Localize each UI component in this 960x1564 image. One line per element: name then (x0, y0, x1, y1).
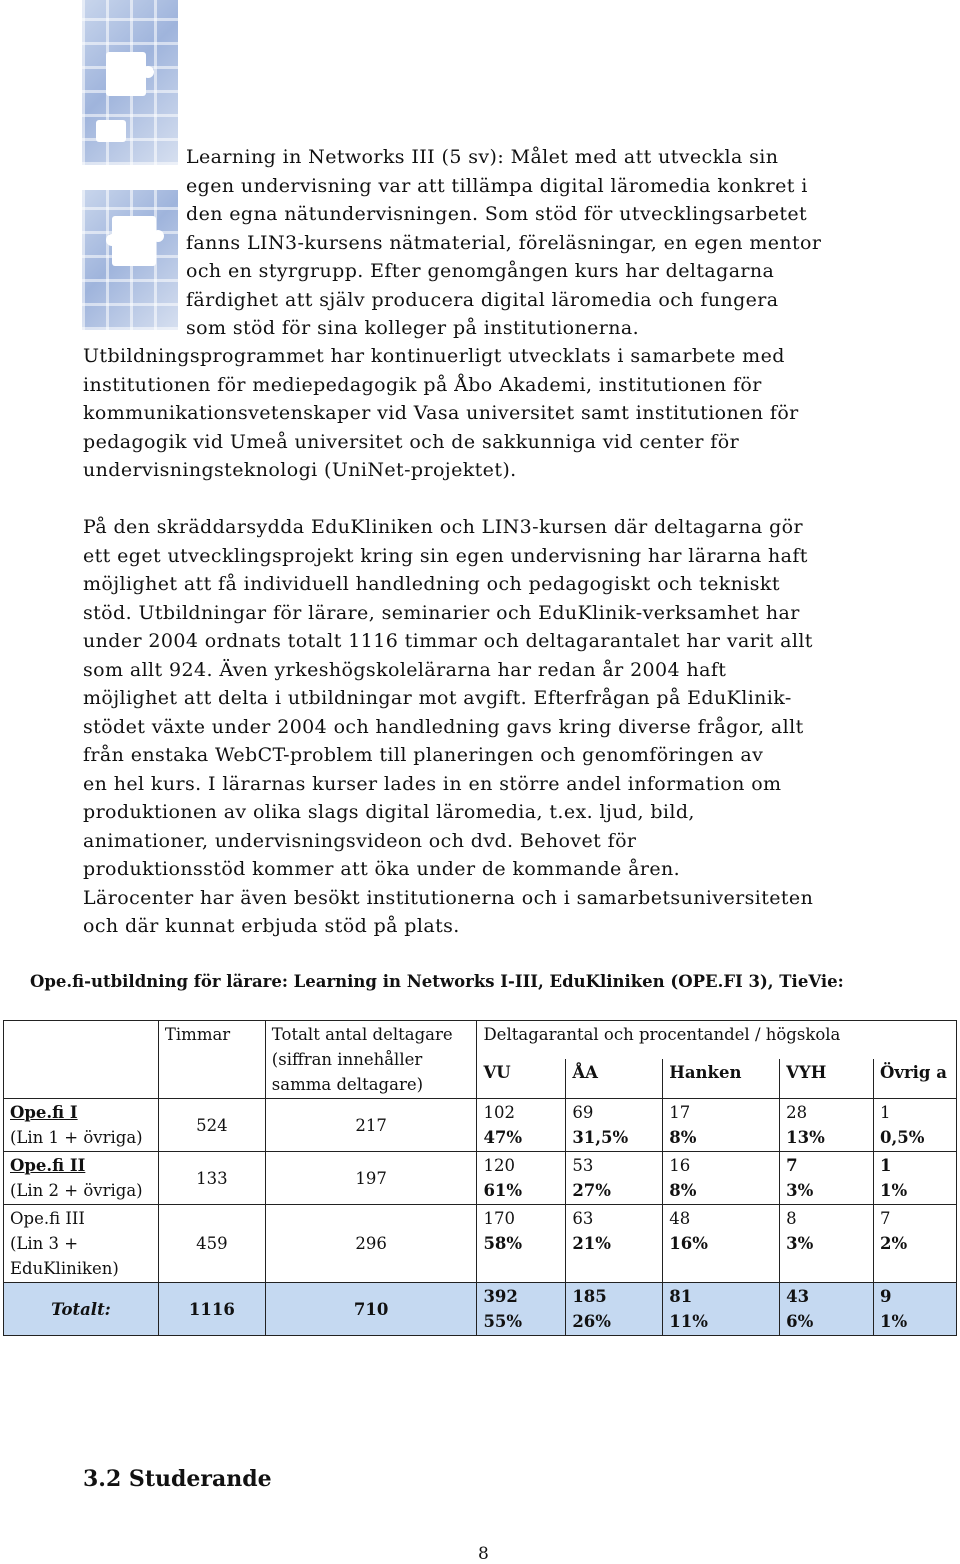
row-sub: (Lin 1 + övriga) (10, 1128, 143, 1147)
cell-hanken (663, 1205, 780, 1283)
header-ovriga: Övrig a (874, 1059, 957, 1099)
cell-percent: 61% (483, 1181, 523, 1200)
cell-percent: 27% (572, 1181, 611, 1200)
cell-percent: 3% (786, 1234, 814, 1253)
page-number: 8 (478, 1544, 489, 1564)
row-totalt: 197 (265, 1152, 477, 1205)
header-hanken: Hanken (663, 1059, 780, 1099)
table-header-row (4, 1021, 957, 1059)
row-timmar: 524 (158, 1099, 265, 1152)
cell-count: 8 (786, 1209, 797, 1228)
cell-count: 69 (572, 1103, 594, 1122)
cell-aa (566, 1099, 663, 1152)
cell-hanken (663, 1099, 780, 1152)
cell-count: 81 (669, 1287, 693, 1306)
table-caption: Ope.fi-utbildning för lärare: Learning in Networks I-III, EduKliniken (OPE.FI 3), TieVie: (30, 972, 844, 991)
cell-count: 7 (786, 1156, 798, 1175)
cell-count: 53 (572, 1156, 594, 1175)
cell-vyh (780, 1205, 874, 1283)
cell-percent: 6% (786, 1312, 814, 1331)
row-sub: (Lin 3 + EduKliniken) (10, 1234, 119, 1278)
cell-count: 43 (786, 1287, 810, 1306)
cell-count: 48 (669, 1209, 691, 1228)
cell-percent: 11% (669, 1312, 708, 1331)
cell-ovriga (874, 1152, 957, 1205)
cell-percent: 16% (669, 1234, 708, 1253)
row-sub: (Lin 2 + övriga) (10, 1181, 143, 1200)
cell-vyh (780, 1099, 874, 1152)
header-empty-cell (4, 1021, 159, 1099)
table-row (4, 1099, 957, 1152)
cell-percent: 21% (572, 1234, 611, 1253)
cell-count: 7 (880, 1209, 891, 1228)
header-group: Deltagarantal och procentandel / högskola (477, 1021, 957, 1059)
cell-percent: 8% (669, 1128, 697, 1147)
cell-percent: 47% (483, 1128, 523, 1147)
row-name: Ope.fi III (10, 1209, 85, 1228)
total-vyh (780, 1283, 874, 1336)
row-label (4, 1099, 159, 1152)
total-timmar: 1116 (158, 1283, 265, 1336)
cell-percent: 13% (786, 1128, 825, 1147)
cell-aa (566, 1152, 663, 1205)
total-hanken (663, 1283, 780, 1336)
table-row (4, 1152, 957, 1205)
cell-percent: 58% (483, 1234, 523, 1253)
cell-count: 102 (483, 1103, 515, 1122)
cell-percent: 1% (880, 1312, 908, 1331)
cell-count: 1 (880, 1103, 891, 1122)
cell-percent: 26% (572, 1312, 611, 1331)
header-aa: ÅA (566, 1059, 663, 1099)
cell-hanken (663, 1152, 780, 1205)
row-label (4, 1152, 159, 1205)
cell-count: 185 (572, 1287, 607, 1306)
row-totalt: 217 (265, 1099, 477, 1152)
row-timmar: 133 (158, 1152, 265, 1205)
row-name: Ope.fi II (10, 1156, 86, 1175)
cell-percent: 0,5% (880, 1128, 925, 1147)
cell-count: 17 (669, 1103, 691, 1122)
cell-percent: 1% (880, 1181, 908, 1200)
header-totalt: Totalt antal deltagare (siffran innehåller samma deltagare) (265, 1021, 477, 1099)
row-name: Ope.fi I (10, 1103, 78, 1122)
total-totalt: 710 (265, 1283, 477, 1336)
cell-count: 170 (483, 1209, 515, 1228)
cell-vu (477, 1152, 566, 1205)
table-row (4, 1205, 957, 1283)
total-ovriga (874, 1283, 957, 1336)
cell-count: 63 (572, 1209, 594, 1228)
puzzle-image-top (82, 0, 178, 165)
cell-count: 1 (880, 1156, 892, 1175)
cell-vu (477, 1099, 566, 1152)
cell-count: 28 (786, 1103, 808, 1122)
total-aa (566, 1283, 663, 1336)
puzzle-image-bottom (82, 190, 178, 330)
header-vyh: VYH (780, 1059, 874, 1099)
table-total-row (4, 1283, 957, 1336)
row-totalt: 296 (265, 1205, 477, 1283)
participants-table (3, 1020, 957, 1336)
cell-count: 16 (669, 1156, 691, 1175)
cell-percent: 55% (483, 1312, 523, 1331)
cell-aa (566, 1205, 663, 1283)
cell-count: 9 (880, 1287, 892, 1306)
row-timmar: 459 (158, 1205, 265, 1283)
cell-percent: 3% (786, 1181, 814, 1200)
cell-percent: 2% (880, 1234, 908, 1253)
cell-vu (477, 1205, 566, 1283)
row-label (4, 1205, 159, 1283)
total-label: Totalt: (4, 1283, 159, 1336)
cell-count: 392 (483, 1287, 518, 1306)
cell-percent: 31,5% (572, 1128, 629, 1147)
cell-vyh (780, 1152, 874, 1205)
cell-ovriga (874, 1205, 957, 1283)
paragraph-lin3: Learning in Networks III (5 sv): Målet med att utveckla sin egen undervisning var att tillämpa digital läromedia konkret i den egna nätundervisningen. Som stöd för utvecklingsarbetet fanns LIN3-kursens nätmaterial, föreläsningar, en egen mentor och en styrgrupp. Efter genomgången kurs har deltagarna färdighet att själv producera digital läromedia och fungera som stöd för sina kolleger på institutionerna. (186, 146, 822, 339)
paragraph-utbildningsprogram: Utbildningsprogrammet har kontinuerligt utvecklats i samarbete med institutionen för mediepedagogik på Åbo Akademi, institutionen för kommunikationsvetenskaper vid Vasa universitet samt institutionen för pedagogik vid Umeå universitet och de sakkunniga vid center för undervisningsteknologi (UniNet-projektet). (83, 345, 799, 481)
header-timmar: Timmar (158, 1021, 265, 1099)
header-vu: VU (477, 1059, 566, 1099)
cell-percent: 8% (669, 1181, 697, 1200)
total-vu (477, 1283, 566, 1336)
paragraph-edukliniken: På den skräddarsydda EduKliniken och LIN3-kursen där deltagarna gör ett eget utvecklingsprojekt kring sin egen undervisning har lärarna haft möjlighet att få individuell handledning och pedagogiskt och tekniskt stöd. Utbildningar för lärare, seminarier och EduKlinik-verksamhet har under 2004 ordnats totalt 1116 timmar och deltagarantalet har varit allt som allt 924. Även yrkeshögskolelärarna har redan år 2004 haft möjlighet att delta i utbildningar mot avgift. Efterfrågan på EduKlinik- stödet växte under 2004 och handledning gavs kring diverse frågor, allt från enstaka WebCT-problem till planeringen och genomföringen av en hel kurs. I lärarnas kurser lades in en större andel information om produktionen av olika slags digital läromedia, t.ex. ljud, bild, animationer, undervisningsvideon och dvd. Behovet för produktionsstöd kommer att öka under de kommande åren. Lärocenter har även besökt institutionerna och i samarbetsuniversiteten och där kunnat erbjuda stöd på plats. (83, 516, 814, 937)
cell-count: 120 (483, 1156, 515, 1175)
section-heading: 3.2 Studerande (83, 1466, 272, 1492)
cell-ovriga (874, 1099, 957, 1152)
